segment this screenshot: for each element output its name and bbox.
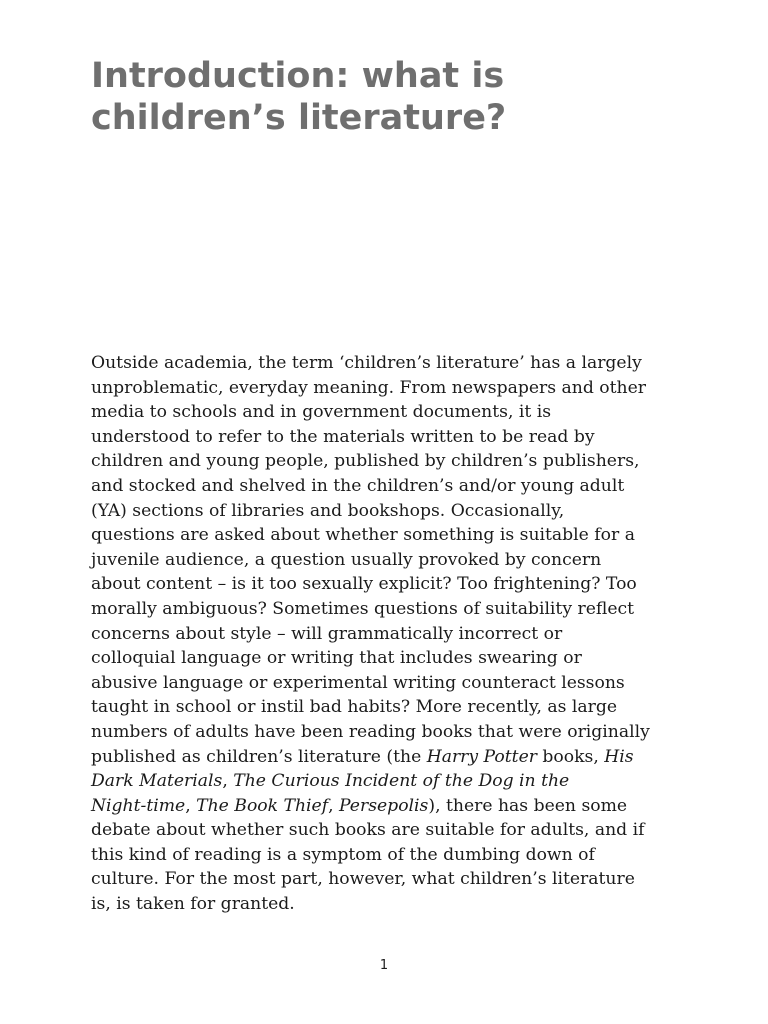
text-line <box>91 769 701 794</box>
text-line: and stocked and shelved in the children’s and/or young adult <box>91 475 625 496</box>
text-line: debate about whether such books are suitable for adults, and if <box>91 820 645 841</box>
book-title-his-dark-materials-part1: His <box>604 746 634 767</box>
book-title-his-dark-materials-part2: Dark Materials <box>91 771 223 792</box>
text-segment: , <box>328 795 340 816</box>
chapter-title-line: Introduction: what is <box>91 56 505 96</box>
text-segment: , <box>222 771 234 792</box>
text-line: colloquial language or writing that includes swearing or <box>91 648 582 669</box>
text-line: (YA) sections of libraries and bookshops. Occasionally, <box>91 500 565 521</box>
text-line: is, is taken for granted. <box>91 894 295 915</box>
text-line: juvenile audience, a question usually provoked by concern <box>91 549 602 570</box>
text-segment: published as children’s literature (the <box>91 746 427 767</box>
book-title-curious-incident-part2: Night-time <box>91 795 186 816</box>
text-line <box>91 745 701 770</box>
text-line: questions are asked about whether something is suitable for a <box>91 525 635 546</box>
text-line: understood to refer to the materials written to be read by <box>91 426 595 447</box>
text-line: children and young people, published by children’s publishers, <box>91 451 640 472</box>
text-line: morally ambiguous? Sometimes questions of suitability reflect <box>91 598 635 619</box>
text-line <box>91 794 701 819</box>
book-title-harry-potter: Harry Potter <box>426 746 537 767</box>
text-segment: , <box>185 795 197 816</box>
book-title-book-thief: The Book Thief <box>196 795 329 816</box>
text-segment: books, <box>536 746 605 767</box>
body-paragraph <box>91 351 701 917</box>
text-line: abusive language or experimental writing counteract lessons <box>91 672 625 693</box>
text-line: this kind of reading is a symptom of the dumbing down of <box>91 844 595 865</box>
book-title-persepolis: Persepolis <box>339 795 429 816</box>
text-segment: ), there has been some <box>428 795 628 816</box>
chapter-title-line: children’s literature? <box>91 98 507 138</box>
chapter-title <box>91 55 711 139</box>
text-line: unproblematic, everyday meaning. From newspapers and other <box>91 377 647 398</box>
text-line: Outside academia, the term ‘children’s literature’ has a largely <box>91 353 642 373</box>
text-line: about content – is it too sexually explicit? Too frightening? Too <box>91 574 637 595</box>
text-line: taught in school or instil bad habits? More recently, as large <box>91 697 618 718</box>
text-line: culture. For the most part, however, what children’s literature <box>91 869 635 890</box>
page-number: 1 <box>379 958 389 973</box>
text-line: numbers of adults have been reading books that were originally <box>91 721 650 742</box>
text-line: media to schools and in government documents, it is <box>91 402 552 423</box>
book-title-curious-incident-part1: The Curious Incident of the Dog in the <box>233 771 570 792</box>
text-line: concerns about style – will grammatically incorrect or <box>91 623 563 644</box>
